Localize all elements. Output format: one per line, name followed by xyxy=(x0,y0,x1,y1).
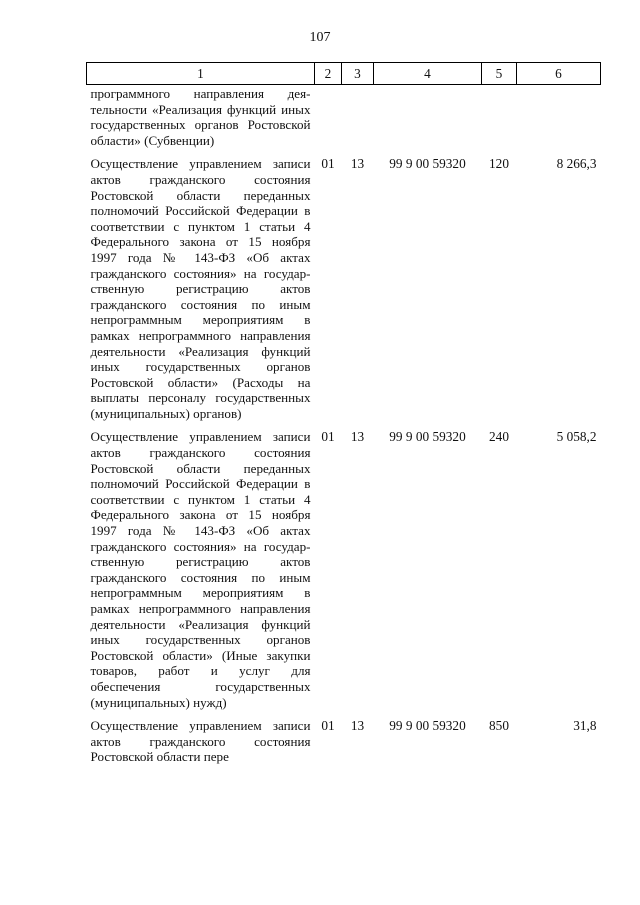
row-description: Осуществление управлением записи актов гражданского состояния Ростовской области переданных полномочий Российской Федерации в соответствии с пунктом 1 статьи 4 Федерального закона от 15 ноября 1997 года № 143-ФЗ «Об актах гражданского состояния» на государственную регистрацию актов гражданского состояния по иным непрограммным мероприятиям в рамках непрограммного направления деятельности «Реализация функций иных государственных органов Ростовской области» (Расходы на выплаты персоналу государственных (муниципальных) органов) xyxy=(90,156,311,421)
row-description: Осуществление управлением записи актов гражданского состояния Ростовской области пере xyxy=(90,718,311,765)
header-col-6: 6 xyxy=(517,63,601,85)
budget-table xyxy=(86,62,601,765)
header-col-5: 5 xyxy=(482,63,517,85)
row-amount: 5 058,2 xyxy=(556,429,597,445)
row-subsection-code: 13 xyxy=(350,156,365,172)
table-row xyxy=(87,718,601,765)
row-section-code xyxy=(315,85,342,157)
row-target-item: 99 9 00 59320 xyxy=(389,156,466,172)
row-subsection-code xyxy=(342,85,374,157)
row-expense-type: 240 xyxy=(489,429,509,445)
table-row xyxy=(87,85,601,157)
row-target-item: 99 9 00 59320 xyxy=(389,429,466,445)
row-amount xyxy=(517,85,601,157)
row-amount: 31,8 xyxy=(573,718,597,734)
row-subsection-code: 13 xyxy=(350,429,365,445)
row-expense-type: 850 xyxy=(489,718,509,734)
page-number: 107 xyxy=(309,30,331,45)
row-target-item: 99 9 00 59320 xyxy=(389,718,466,734)
row-section-code: 01 xyxy=(321,156,335,172)
row-amount: 8 266,3 xyxy=(556,156,597,172)
table-header-row xyxy=(87,63,601,85)
row-expense-type: 120 xyxy=(489,156,509,172)
header-col-2: 2 xyxy=(315,63,342,85)
table-row xyxy=(87,429,601,718)
header-col-1: 1 xyxy=(87,63,315,85)
row-description: Осуществление управлением записи актов гражданского состояния Ростовской области переданных полномочий Российской Федерации в соответствии с пунктом 1 статьи 4 Федерального закона от 15 ноября 1997 года № 143-ФЗ «Об актах гражданского состояния» на государственную регистрацию актов гражданского состояния по иным непрограммным мероприятиям в рамках непрограммного направления деятельности «Реализация функций иных государственных органов Ростовской области» (Иные закупки товаров, работ и услуг для обеспечения государственных (муниципальных) нужд) xyxy=(90,429,311,710)
row-subsection-code: 13 xyxy=(350,718,365,734)
row-description: программного направления деятельности «Реализация функций иных государственных органов Ростовской области» (Субвенции) xyxy=(90,86,311,148)
row-section-code: 01 xyxy=(321,429,335,445)
header-col-4: 4 xyxy=(374,63,482,85)
row-section-code: 01 xyxy=(321,718,335,734)
row-expense-type xyxy=(482,85,517,157)
table-row xyxy=(87,156,601,429)
row-target-item xyxy=(374,85,482,157)
header-col-3: 3 xyxy=(342,63,374,85)
